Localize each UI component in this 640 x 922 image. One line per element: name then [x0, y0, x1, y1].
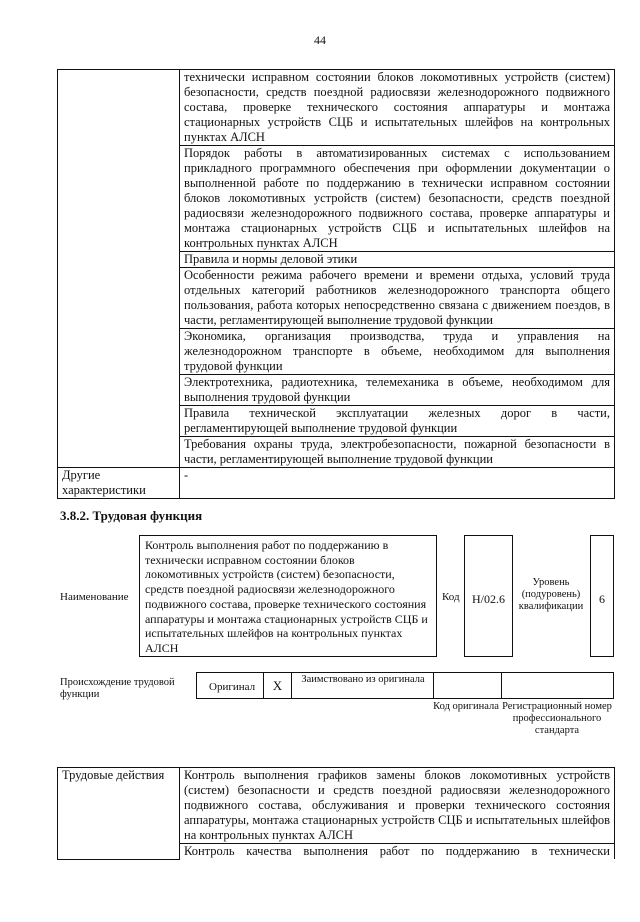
labour-actions-label: Трудовые действия [58, 768, 180, 860]
knowledge-item: Правила технической эксплуатации железных дорог в части, регламентирующей выполнение трудовой функции [180, 406, 615, 437]
level-value-box: 6 [590, 535, 614, 657]
knowledge-item: технически исправном состоянии блоков локомотивных устройств (систем) безопасности, средств поездной радиосвязи железнодорожного подвижного состава, проверке технического состояния аппаратуры и монтажа стационарных устройств СЦБ и испытательных шлейфов на контрольных пунктах АЛСН [180, 70, 615, 146]
knowledge-item: Правила и нормы деловой этики [180, 252, 615, 268]
labour-action-item: Контроль качества выполнения работ по поддержанию в технически [180, 844, 615, 860]
function-name-box: Контроль выполнения работ по поддержанию в технически исправном состоянии блоков локомотивных устройств (систем) безопасности, средств поездной радиосвязи железнодорожного подвижного состава, проверке технического состояния аппаратуры и монтажа стационарных устройств СЦБ и испытательных шлейфов на контрольных пунктах АЛСН [139, 535, 437, 657]
level-label: Уровень (подуровень) квалификации [518, 577, 584, 612]
original-code-caption: Код оригинала [433, 701, 499, 712]
original-label: Оригинал [209, 681, 256, 693]
code-value-box: Н/02.6 [464, 535, 513, 657]
section-heading: 3.8.2. Трудовая функция [60, 508, 203, 523]
empty-label-cell [58, 70, 180, 468]
registration-number-caption: Регистрационный номер профессионального стандарта [502, 701, 612, 736]
knowledge-item: Экономика, организация производства, труда и управления на железнодорожном транспорте в объеме, необходимом для выполнения трудовой функции [180, 329, 615, 375]
borrowed-label: Заимствовано из оригинала [301, 674, 425, 685]
origin-label: Происхождение трудовой функции [60, 677, 175, 700]
knowledge-item: Особенности режима рабочего времени и времени отдыха, условий труда отдельных категорий работников железнодорожного транспорта общего пользования, работа которых непосредственно связана с движением поездов, в части, регламентирующей выполнение трудовой функции [180, 268, 615, 329]
other-characteristics-value: - [180, 468, 615, 499]
other-characteristics-label: Другие характеристики [58, 468, 180, 499]
code-label: Код [442, 591, 460, 603]
labour-actions-table [57, 767, 615, 860]
knowledge-table [57, 69, 615, 499]
page-number: 44 [314, 33, 326, 47]
name-label: Наименование [60, 591, 129, 603]
table-row [58, 468, 615, 499]
original-mark: X [272, 678, 283, 693]
knowledge-item: Электротехника, радиотехника, телемеханика в объеме, необходимом для выполнения трудовой функции [180, 375, 615, 406]
labour-action-item: Контроль выполнения графиков замены блоков локомотивных устройств (систем) безопасности и средств поездной радиосвязи железнодорожного подвижного состава, обслуживания и проверки технического состояния аппаратуры, монтажа стационарных устройств СЦБ и испытательных шлейфов на контрольных пунктах АЛСН [180, 768, 615, 844]
knowledge-item: Порядок работы в автоматизированных системах с использованием прикладного программного обеспечения при оформлении документации о выполненной работе по поддержанию в технически исправном состоянии блоков локомотивных устройств (систем) безопасности, средств поездной радиосвязи железнодорожного подвижного состава, проверке аппаратуры и монтажа стационарных устройств СЦБ и испытательных шлейфов на контрольных пунктах АЛСН [180, 146, 615, 252]
knowledge-item: Требования охраны труда, электробезопасности, пожарной безопасности в части, регламентирующей выполнение трудовой функции [180, 437, 615, 468]
origin-box [196, 672, 614, 699]
table-row [58, 768, 615, 844]
table-row [58, 70, 615, 146]
